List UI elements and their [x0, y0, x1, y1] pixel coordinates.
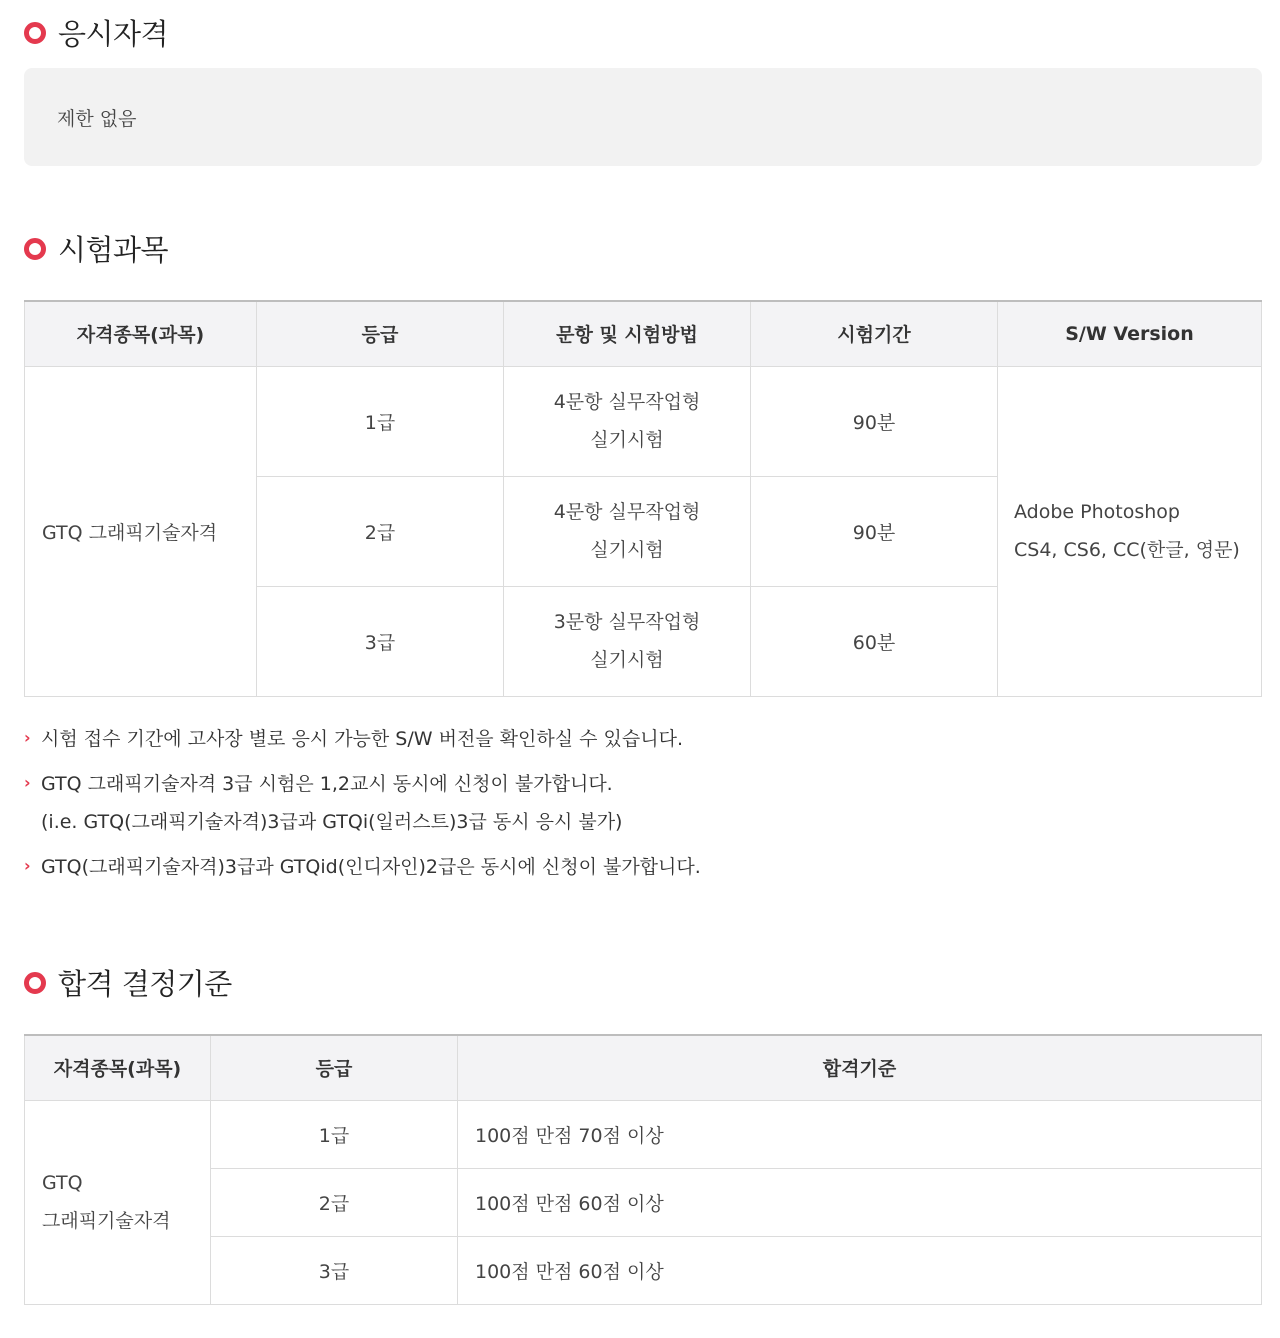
eligibility-box: [24, 68, 1262, 166]
grade-cell: 3급: [211, 1236, 458, 1304]
pass-criteria-table: [24, 1034, 1262, 1305]
ring-bullet-icon: [24, 22, 46, 44]
table-header-cell: 시험기간: [751, 301, 998, 366]
grade-cell: 2급: [257, 476, 504, 586]
grade-cell: 2급: [211, 1168, 458, 1236]
sw-version-line: CS4, CS6, CC(한글, 영문): [1014, 539, 1240, 561]
subjects-table: [24, 300, 1262, 697]
duration-cell: 90분: [751, 476, 998, 586]
table-header-row: [25, 301, 1262, 366]
list-item: [24, 848, 1254, 886]
table-header-cell: 등급: [211, 1035, 458, 1100]
method-line: 4문항 실무작업형: [553, 501, 701, 523]
subject-name-line: GTQ: [42, 1172, 83, 1194]
duration-cell: 90분: [751, 366, 998, 476]
note-text: GTQ 그래픽기술자격 3급 시험은 1,2교시 동시에 신청이 불가합니다.: [41, 773, 613, 795]
method-cell: [504, 476, 751, 586]
subject-name-cell: [25, 1100, 211, 1304]
table-header-cell: 문항 및 시험방법: [504, 301, 751, 366]
method-cell: [504, 366, 751, 476]
note-text: 시험 접수 기간에 고사장 별로 응시 가능한 S/W 버전을 확인하실 수 있습니다.: [41, 728, 683, 750]
chevron-right-icon: ›: [24, 856, 31, 875]
section-title: 시험과목: [58, 232, 169, 267]
table-header-cell: 합격기준: [458, 1035, 1262, 1100]
sw-version-line: Adobe Photoshop: [1014, 501, 1180, 523]
table-row: [25, 366, 1262, 476]
note-text: (i.e. GTQ(그래픽기술자격)3급과 GTQi(일러스트)3급 동시 응시 불가): [41, 811, 623, 833]
grade-cell: 1급: [257, 366, 504, 476]
duration-cell: 60분: [751, 586, 998, 696]
grade-cell: 3급: [257, 586, 504, 696]
section-pass-criteria-heading: [24, 962, 232, 1002]
chevron-right-icon: ›: [24, 728, 31, 747]
section-subjects-heading: [24, 228, 168, 268]
method-line: 4문항 실무작업형: [553, 391, 701, 413]
section-eligibility-heading: [24, 12, 168, 52]
note-text: GTQ(그래픽기술자격)3급과 GTQid(인디자인)2급은 동시에 신청이 불가합니다.: [41, 856, 701, 878]
table-header-cell: S/W Version: [998, 301, 1262, 366]
table-header-row: [25, 1035, 1262, 1100]
table-row: [25, 1100, 1262, 1168]
method-cell: [504, 586, 751, 696]
subject-name-cell: GTQ 그래픽기술자격: [25, 366, 257, 696]
method-line: 실기시험: [590, 429, 664, 451]
list-item: [24, 720, 1254, 758]
table-header-cell: 자격종목(과목): [25, 1035, 211, 1100]
criteria-cell: 100점 만점 60점 이상: [458, 1168, 1262, 1236]
method-line: 3문항 실무작업형: [553, 611, 701, 633]
table-header-cell: 자격종목(과목): [25, 301, 257, 366]
subject-name-line: 그래픽기술자격: [42, 1210, 171, 1232]
table-row: [25, 1236, 1262, 1304]
list-item: [24, 765, 1254, 841]
ring-bullet-icon: [24, 972, 46, 994]
notes-list: [24, 720, 1254, 893]
method-line: 실기시험: [590, 539, 664, 561]
section-title: 합격 결정기준: [58, 966, 232, 1001]
criteria-cell: 100점 만점 70점 이상: [458, 1100, 1262, 1168]
method-line: 실기시험: [590, 649, 664, 671]
sw-version-cell: [998, 366, 1262, 696]
criteria-cell: 100점 만점 60점 이상: [458, 1236, 1262, 1304]
table-row: [25, 1168, 1262, 1236]
ring-bullet-icon: [24, 238, 46, 260]
eligibility-content: 제한 없음: [57, 108, 137, 130]
grade-cell: 1급: [211, 1100, 458, 1168]
table-header-cell: 등급: [257, 301, 504, 366]
section-title: 응시자격: [58, 16, 169, 51]
chevron-right-icon: ›: [24, 773, 31, 792]
